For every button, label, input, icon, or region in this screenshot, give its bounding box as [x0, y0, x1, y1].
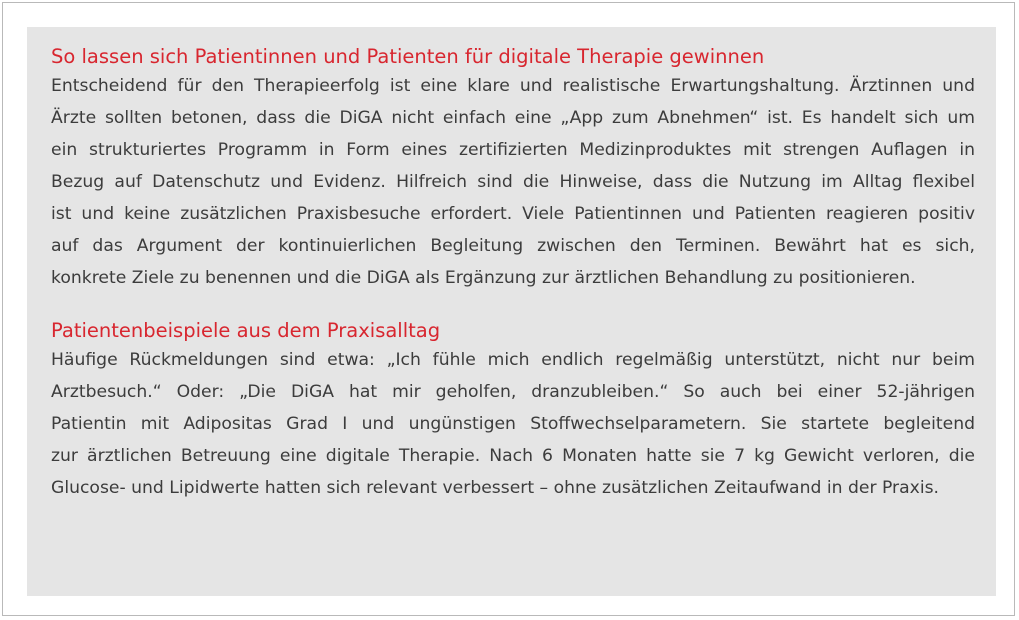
paragraph-line: Entscheidend für den Therapieerfolg ist eine klare und realistische Erwartungshaltung. Ärztinnen und [51, 76, 975, 96]
section-therapy-acquisition [51, 44, 975, 294]
paragraph-line: ein strukturiertes Programm in Form eines zertifizierten Medizinproduktes mit strengen Auflagen in [51, 140, 975, 160]
paragraph-line: Arztbesuch.“ Oder: „Die DiGA hat mir geholfen, dranzubleiben.“ So auch bei einer 52-jährigen [51, 382, 975, 402]
info-box [27, 27, 996, 596]
section-title: Patientenbeispiele aus dem Praxisalltag [51, 319, 441, 342]
section-title: So lassen sich Patientinnen und Patienten für digitale Therapie gewinnen [51, 45, 765, 68]
section-patient-examples [51, 318, 975, 504]
paragraph-line: Häufige Rückmeldungen sind etwa: „Ich fühle mich endlich regelmäßig unterstützt, nicht nur beim [51, 350, 975, 370]
paragraph-line: Glucose- und Lipidwerte hatten sich relevant verbessert – ohne zusätzlichen Zeitaufwand in der Praxis. [51, 478, 940, 498]
outer-frame [2, 2, 1015, 616]
paragraph-line: zur ärztlichen Betreuung eine digitale Therapie. Nach 6 Monaten hatte sie 7 kg Gewicht verloren, die [51, 446, 975, 466]
paragraph-line: Bezug auf Datenschutz und Evidenz. Hilfreich sind die Hinweise, dass die Nutzung im Alltag flexibel [51, 172, 975, 192]
paragraph-line: konkrete Ziele zu benennen und die DiGA als Ergänzung zur ärztlichen Behandlung zu positionieren. [51, 268, 916, 288]
paragraph-line: Patientin mit Adipositas Grad I und ungünstigen Stoffwechselparametern. Sie startete begleitend [51, 414, 975, 434]
paragraph-line: Ärzte sollten betonen, dass die DiGA nicht einfach eine „App zum Abnehmen“ ist. Es handelt sich um [51, 108, 975, 128]
paragraph-line: auf das Argument der kontinuierlichen Begleitung zwischen den Terminen. Bewährt hat es sich, [51, 236, 975, 256]
section-gap [51, 294, 975, 318]
paragraph-line: ist und keine zusätzlichen Praxisbesuche erfordert. Viele Patientinnen und Patienten reagieren positiv [51, 204, 975, 224]
